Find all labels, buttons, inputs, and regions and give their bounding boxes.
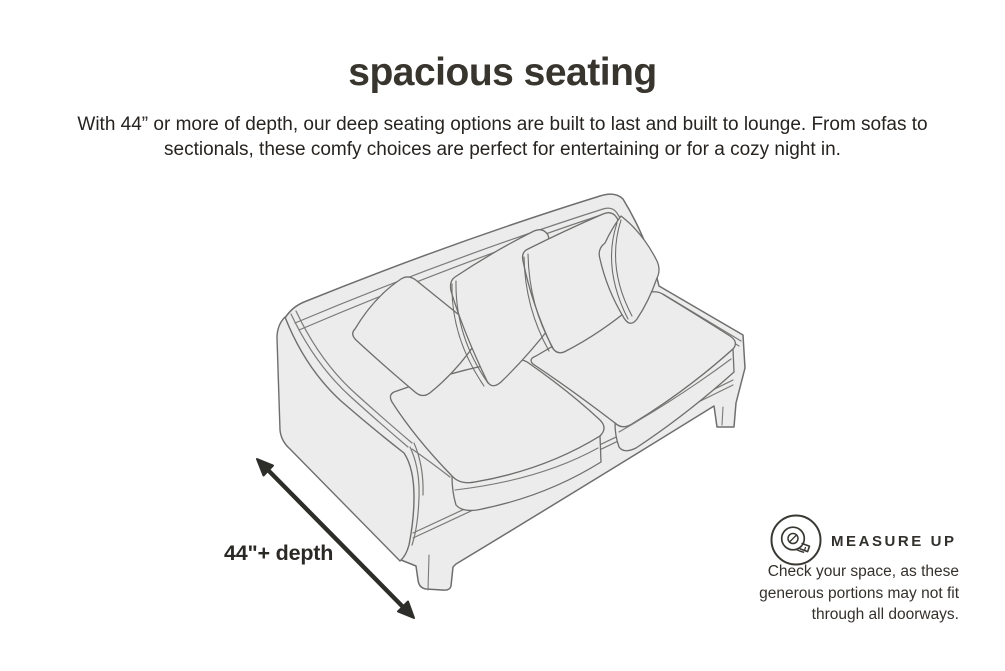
tape-measure-icon [769, 513, 823, 567]
measure-up-note: Check your space, as these generous portions may not fit through all doorways. [759, 563, 959, 623]
depth-dimension-label: 44"+ depth [224, 541, 334, 565]
measure-up-header [748, 510, 960, 568]
page-description: With 44” or more of depth, our deep seating options are built to last and built to lounge. From sofas to sectionals, these comfy choices are perfect for entertaining or for a cozy night in. [77, 114, 928, 160]
measure-up-label: MEASURE UP [831, 533, 957, 550]
page-title: spacious seating [348, 51, 657, 94]
